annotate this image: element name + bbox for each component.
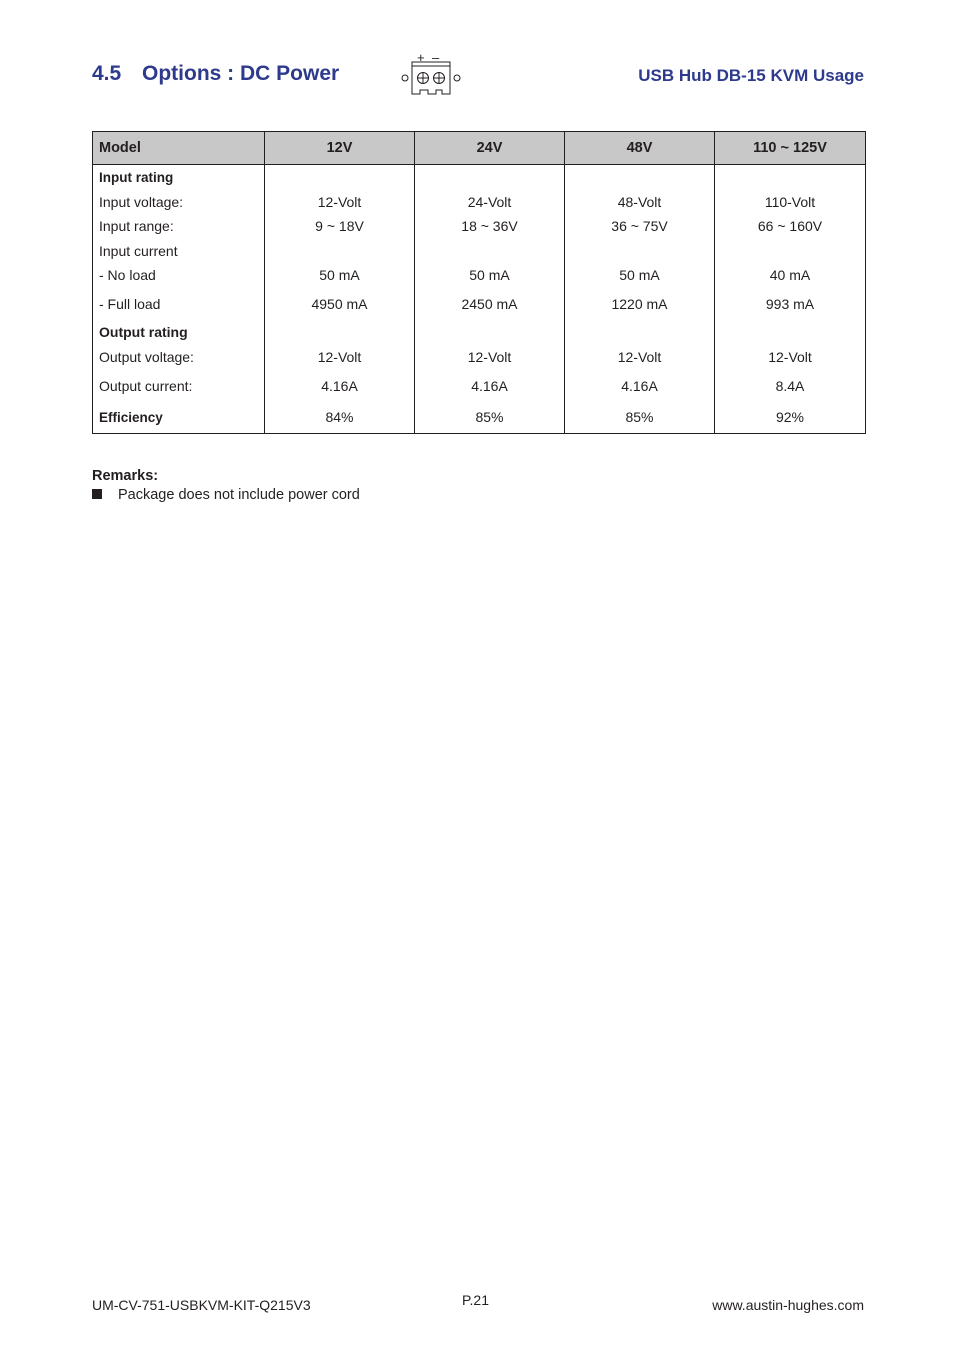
table-cell: 18 ~ 36V	[415, 214, 565, 239]
column-header-12v: 12V	[265, 132, 415, 165]
remark-text: Package does not include power cord	[118, 487, 360, 503]
footer-document-id: UM-CV-751-USBKVM-KIT-Q215V3	[92, 1297, 311, 1313]
table-cell	[415, 165, 565, 190]
table-cell: 50 mA	[265, 263, 415, 288]
table-cell: 110-Volt	[715, 190, 866, 214]
row-label-input-range: Input range:	[93, 214, 265, 239]
table-cell: 993 mA	[715, 288, 866, 320]
table-cell: 92%	[715, 402, 866, 434]
column-header-48v: 48V	[565, 132, 715, 165]
table-cell	[415, 239, 565, 263]
row-label-efficiency: Efficiency	[93, 402, 265, 434]
table-cell: 8.4A	[715, 370, 866, 402]
table-cell: 36 ~ 75V	[565, 214, 715, 239]
row-label-output-current: Output current:	[93, 370, 265, 402]
table-cell: 2450 mA	[415, 288, 565, 320]
remark-item	[92, 487, 360, 503]
table-cell	[265, 320, 415, 345]
table-cell	[265, 165, 415, 190]
section-title	[92, 62, 339, 86]
dc-connector-icon	[398, 50, 464, 96]
table-cell	[565, 165, 715, 190]
table-cell: 66 ~ 160V	[715, 214, 866, 239]
row-label-no-load: - No load	[93, 263, 265, 288]
connector-plus-label: +	[417, 50, 425, 65]
footer-website: www.austin-hughes.com	[712, 1297, 864, 1313]
row-label-input-rating: Input rating	[93, 165, 265, 190]
table-cell	[565, 320, 715, 345]
square-bullet-icon	[92, 489, 102, 499]
connector-minus-label: –	[432, 50, 440, 65]
row-label-output-rating: Output rating	[93, 320, 265, 345]
table-row	[93, 165, 866, 190]
column-header-110-125v: 110 ~ 125V	[715, 132, 866, 165]
table-cell	[715, 320, 866, 345]
table-header-row	[93, 132, 866, 165]
table-cell: 12-Volt	[715, 345, 866, 370]
table-cell: 4950 mA	[265, 288, 415, 320]
table-cell: 84%	[265, 402, 415, 434]
table-cell: 24-Volt	[415, 190, 565, 214]
table-cell: 9 ~ 18V	[265, 214, 415, 239]
table-row	[93, 288, 866, 320]
row-label-input-voltage: Input voltage:	[93, 190, 265, 214]
table-row	[93, 345, 866, 370]
table-cell: 4.16A	[265, 370, 415, 402]
table-cell: 12-Volt	[415, 345, 565, 370]
table-cell: 1220 mA	[565, 288, 715, 320]
dc-power-spec-table	[92, 131, 866, 434]
table-cell	[415, 320, 565, 345]
table-cell	[565, 239, 715, 263]
table-cell: 50 mA	[415, 263, 565, 288]
footer-page-number: P.21	[462, 1292, 489, 1308]
row-label-input-current: Input current	[93, 239, 265, 263]
table-cell: 48-Volt	[565, 190, 715, 214]
remarks-title: Remarks:	[92, 468, 159, 484]
table-cell	[715, 165, 866, 190]
row-label-full-load: - Full load	[93, 288, 265, 320]
table-cell	[265, 239, 415, 263]
table-row	[93, 263, 866, 288]
column-header-model: Model	[93, 132, 265, 165]
table-row	[93, 190, 866, 214]
table-cell: 12-Volt	[565, 345, 715, 370]
section-title-text: Options : DC Power	[142, 62, 340, 85]
table-cell: 12-Volt	[265, 345, 415, 370]
table-row	[93, 402, 866, 434]
column-header-24v: 24V	[415, 132, 565, 165]
table-cell	[715, 239, 866, 263]
table-row	[93, 370, 866, 402]
table-cell: 85%	[415, 402, 565, 434]
table-cell: 4.16A	[415, 370, 565, 402]
table-cell: 12-Volt	[265, 190, 415, 214]
section-number: 4.5	[92, 62, 122, 85]
table-row	[93, 320, 866, 345]
row-label-output-voltage: Output voltage:	[93, 345, 265, 370]
table-row	[93, 214, 866, 239]
table-cell: 40 mA	[715, 263, 866, 288]
table-cell: 85%	[565, 402, 715, 434]
manual-section-label: USB Hub DB-15 KVM Usage	[638, 66, 864, 85]
table-cell: 4.16A	[565, 370, 715, 402]
table-cell: 50 mA	[565, 263, 715, 288]
table-row	[93, 239, 866, 263]
